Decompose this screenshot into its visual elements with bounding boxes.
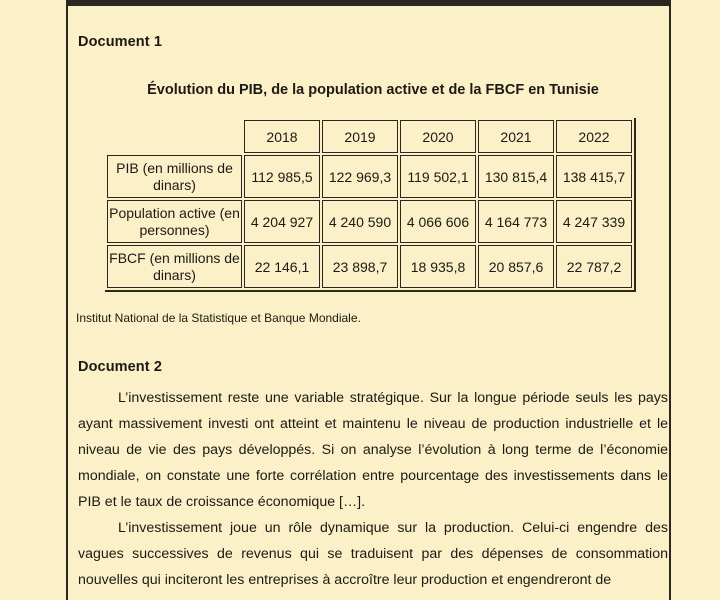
- paragraph: L’investissement joue un rôle dynamique sur la production. Celui-ci engendre des vagues successives de revenus qui se traduisent par des dépenses de consommation nouvelles qui inciteront les entreprises à accroître leur production et engendreront de: [78, 520, 668, 588]
- year-header-2021: 2021: [478, 120, 554, 153]
- document-1-heading: Document 1: [78, 34, 162, 50]
- table-cell: 22 146,1: [244, 245, 320, 288]
- table-cell: 4 066 606: [400, 200, 476, 243]
- row-label-fbcf: FBCF (en millions de dinars): [107, 245, 242, 288]
- year-header-2019: 2019: [322, 120, 398, 153]
- data-table: [105, 118, 636, 292]
- table-cell: 23 898,7: [322, 245, 398, 288]
- document-2-heading: Document 2: [78, 359, 162, 375]
- table-cell: 130 815,4: [478, 155, 554, 198]
- row-label-population-active: Population active (en personnes): [107, 200, 242, 243]
- document-page: [76, 0, 670, 600]
- table-corner-cell: [107, 120, 242, 153]
- table-cell: 4 247 339: [556, 200, 632, 243]
- table-cell: 122 969,3: [322, 155, 398, 198]
- table-row-fbcf: [107, 245, 632, 288]
- document-2-text: [78, 385, 668, 593]
- year-header-2020: 2020: [400, 120, 476, 153]
- table-row-pib: [107, 155, 632, 198]
- year-header-2022: 2022: [556, 120, 632, 153]
- table-header-row: [107, 120, 632, 153]
- table-cell: 138 415,7: [556, 155, 632, 198]
- table-cell: 20 857,6: [478, 245, 554, 288]
- paragraph: L’investissement reste une variable stratégique. Sur la longue période seuls les pays ayant massivement investi ont atteint et maintenu le niveau de production industrielle et le niveau de vie des pays développés. Si on analyse l’évolution à long terme de l’économie mondiale, on constate une forte corrélation entre pourcentage des investissements dans le PIB et le taux de croissance économique […].: [78, 390, 668, 510]
- page-frame-left: [66, 0, 68, 600]
- table-cell: 4 240 590: [322, 200, 398, 243]
- table-cell: 18 935,8: [400, 245, 476, 288]
- table-cell: 4 164 773: [478, 200, 554, 243]
- year-header-2018: 2018: [244, 120, 320, 153]
- table-row-population-active: [107, 200, 632, 243]
- table-cell: 119 502,1: [400, 155, 476, 198]
- table-source: Institut National de la Statistique et Banque Mondiale.: [76, 311, 361, 325]
- table-title: Évolution du PIB, de la population active et de la FBCF en Tunisie: [147, 82, 599, 98]
- table-cell: 4 204 927: [244, 200, 320, 243]
- table-cell: 112 985,5: [244, 155, 320, 198]
- table-cell: 22 787,2: [556, 245, 632, 288]
- row-label-pib: PIB (en millions de dinars): [107, 155, 242, 198]
